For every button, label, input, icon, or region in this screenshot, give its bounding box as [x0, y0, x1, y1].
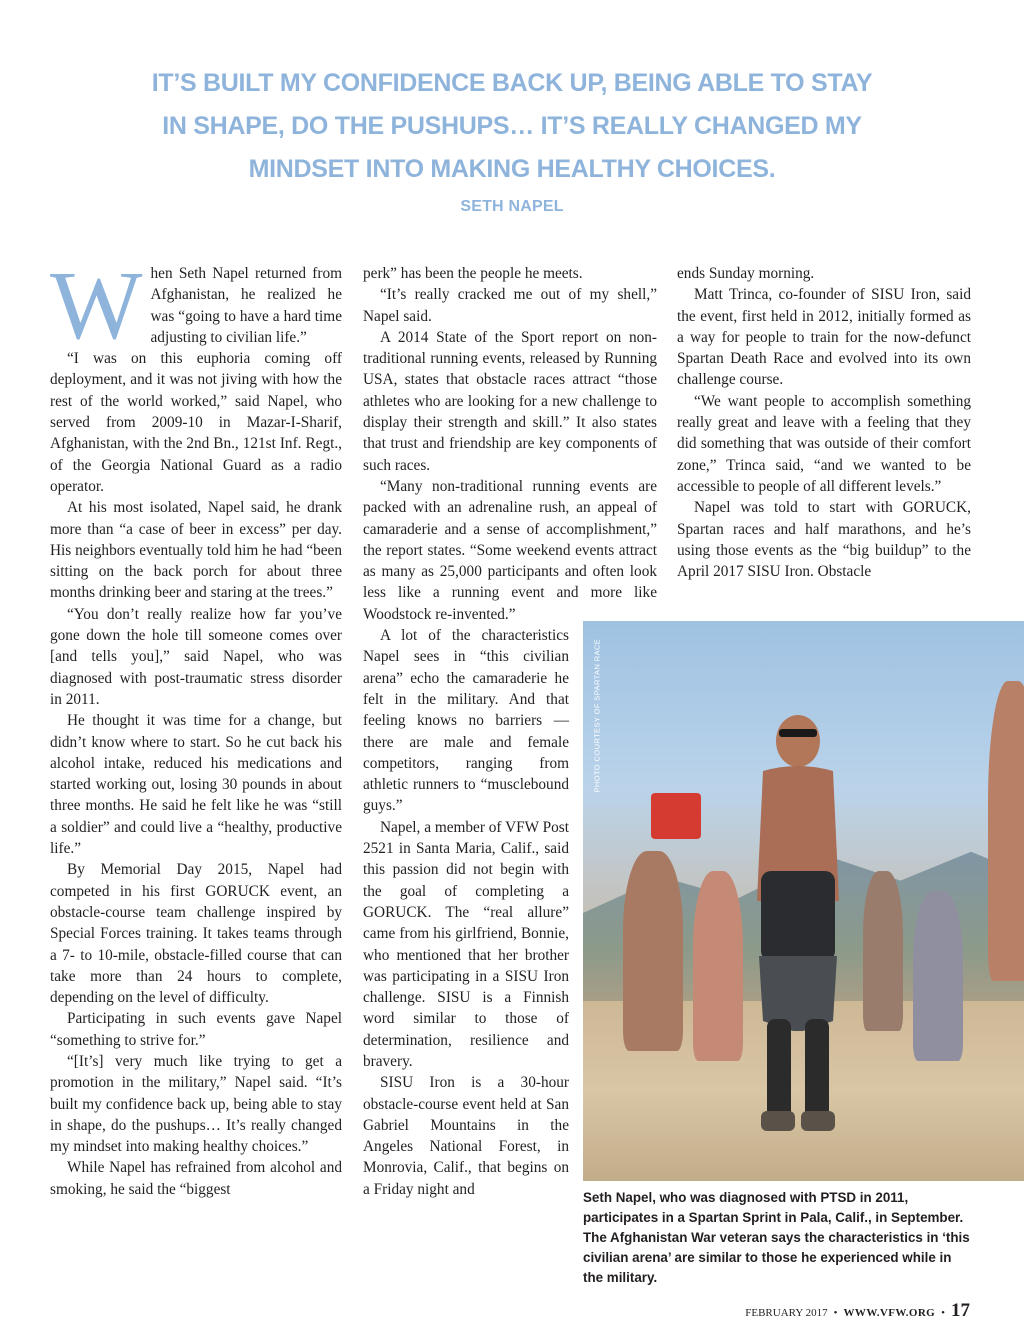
- pull-quote-line: IN SHAPE, DO THE PUSHUPS… IT’S REALLY CHANGED MY: [162, 112, 862, 140]
- page-footer: [745, 1300, 970, 1322]
- background-competitor: [863, 871, 903, 1031]
- article-paragraph: “[It’s] very much like trying to get a promotion in the military,” Napel said. “It’s built my confidence back up, being able to stay in shape, do the pushups… It’s really changed my mindset into making healthy choices.”: [50, 1052, 342, 1156]
- background-competitor: [623, 851, 683, 1051]
- article-column-3: [677, 263, 971, 582]
- article-paragraph: He thought it was time for a change, but didn’t know where to start. So he cut back his alcohol intake, reduced his medications and started working out, losing 30 pounds in about three months. He said he felt like he was “still a soldier” and could live a “healthy, productive life.”: [50, 712, 342, 858]
- article-paragraph: “It’s really cracked me out of my shell,” Napel said.: [363, 286, 657, 325]
- photo-credit: [588, 625, 600, 795]
- background-competitor: [693, 871, 743, 1061]
- article-paragraph: “I was on this euphoria coming off deployment, and it was not jiving with how the rest of the world worked,” said Napel, who served from 2009-10 in Mazar-I-Sharif, Afghanistan, with the 2nd Bn., 121st Inf. Regt., of the Georgia National Guard as a radio operator.: [50, 350, 342, 495]
- photo-caption: Seth Napel, who was diagnosed with PTSD in 2011, participates in a Spartan Sprint in Pala, Calif., in September. The Afghanistan War veteran says the characteristics in ‘this civilian arena’ are similar to those he experienced while in the military.: [583, 1190, 970, 1285]
- article-paragraph: hen Seth Napel returned from Afghanistan, he realized he was “going to have a hard time adjusting to civilian life.”: [150, 265, 342, 346]
- article-paragraph: perk” has been the people he meets.: [363, 265, 583, 282]
- drop-cap: W: [50, 252, 143, 360]
- article-paragraph: While Napel has refrained from alcohol and smoking, he said the “biggest: [50, 1159, 342, 1198]
- page-number: 17: [951, 1300, 970, 1321]
- website-url: WWW.VFW.ORG: [843, 1307, 936, 1319]
- runner-figure: [743, 701, 853, 1141]
- article-paragraph: “You don’t really realize how far you’ve gone down the hole till someone comes over [and tells you],” said Napel, who was diagnosed with post-traumatic stress disorder in 2011.: [50, 605, 342, 708]
- article-paragraph: “Many non-traditional running events are packed with an adrenaline rush, an appeal of camaraderie and a sense of accomplishment,” the report states. “Some weekend events attract as many as 25,000 participants and often look less like a running event and more like Woodstock re-invented.”: [363, 477, 657, 623]
- footer-separator: •: [941, 1307, 945, 1319]
- article-paragraph: Napel, a member of VFW Post 2521 in Santa Maria, Calif., said this passion did not begin with the goal of completing a GORUCK. The “real allure” came from his girlfriend, Bonnie, who mentioned that her brother was participating in a SISU Iron challenge. SISU is a Finnish word similar to those of determination, resilience and bravery.: [363, 818, 569, 1070]
- background-competitor: [988, 681, 1024, 981]
- article-paragraph: At his most isolated, Napel said, he drank more than “a case of beer in excess” per day. His neighbors eventually told him he had “been sitting on the back porch for about three months drinking beer and staring at the trees.”: [50, 499, 342, 602]
- pull-quote-line: MINDSET INTO MAKING HEALTHY CHOICES.: [248, 155, 776, 183]
- race-photo: [583, 621, 1024, 1181]
- issue-date: FEBRUARY 2017: [745, 1307, 828, 1319]
- footer-separator: •: [833, 1307, 838, 1319]
- article-paragraph: ends Sunday morning.: [677, 265, 815, 282]
- article-paragraph: Participating in such events gave Napel “something to strive for.”: [50, 1010, 342, 1049]
- pull-quote-attribution: SETH NAPEL: [460, 198, 564, 215]
- article-paragraph: A 2014 State of the Sport report on non-traditional running events, released by Running USA, states that obstacle races attract “those athletes who are looking for a new challenge to display their strength and skill.” It also states that trust and friendship are key components of such races.: [363, 328, 657, 474]
- article-paragraph: By Memorial Day 2015, Napel had competed in his first GORUCK event, an obstacle-course team challenge inspired by Special Forces training. It takes teams through a 7- to 10-mile, obstacle-filled course that can take more than 24 hours to complete, depending on the level of difficulty.: [50, 861, 342, 1007]
- photo-credit-text: PHOTO COURTESY OF SPARTAN RACE: [592, 638, 602, 793]
- pull-quote-line: IT’S BUILT MY CONFIDENCE BACK UP, BEING ABLE TO STAY: [151, 69, 873, 97]
- red-bucket: [651, 793, 701, 839]
- article-paragraph: Matt Trinca, co-founder of SISU Iron, said the event, first held in 2012, initially formed as a way for people to train for the now-defunct Spartan Death Race and evolved into its own challenge course.: [677, 286, 971, 389]
- article-column-1: [50, 252, 342, 1200]
- article-paragraph: A lot of the characteristics Napel sees in “this civilian arena” echo the camaraderie he felt in the military. And that feeling knows no barriers — there are male and female competitors, ranging from athletic runners to “musclebound guys.”: [363, 627, 569, 815]
- pull-quote: [150, 62, 874, 191]
- article-paragraph: Napel was told to start with GORUCK, Spartan races and half marathons, and he’s using those events as the “big buildup” to the April 2017 SISU Iron. Obstacle: [677, 499, 971, 581]
- background-competitor: [913, 891, 963, 1061]
- article-paragraph: “We want people to accomplish something really great and leave with a feeling that they did something that was outside of their comfort zone,” Trinca said, “and we wanted to be accessible to people of all different levels.”: [677, 392, 971, 495]
- article-paragraph: SISU Iron is a 30-hour obstacle-course event held at San Gabriel Mountains in the Angeles National Forest, in Monrovia, Calif., that begins on a Friday night and: [363, 1074, 569, 1198]
